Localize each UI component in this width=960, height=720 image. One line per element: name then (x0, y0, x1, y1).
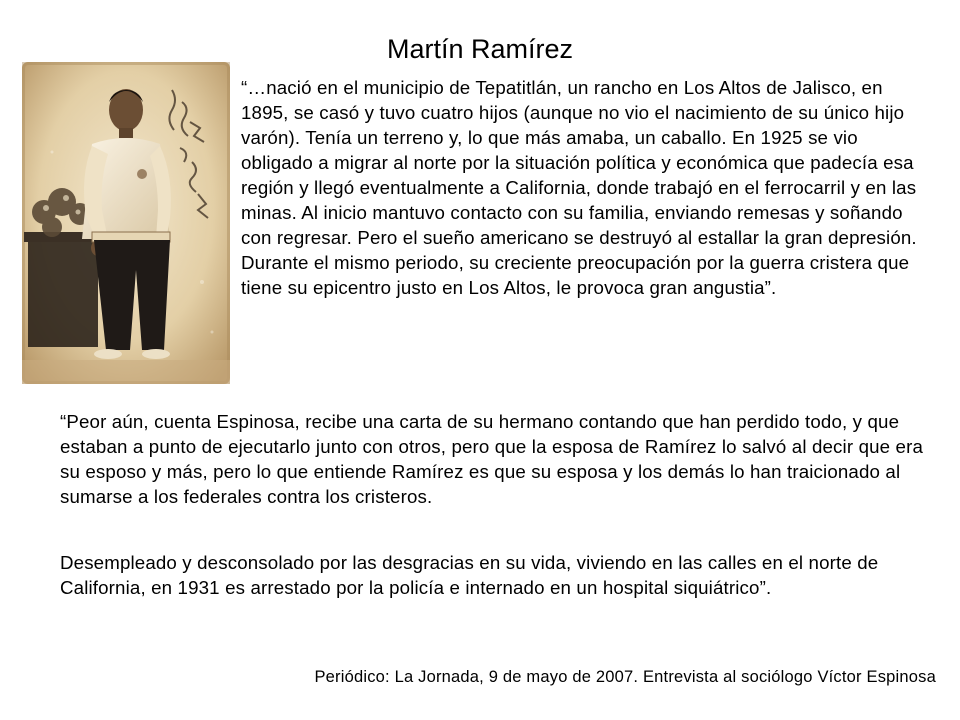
quote-paragraph-1: “…nació en el municipio de Tepatitlán, un rancho en Los Altos de Jalisco, en 1895, se casó y tuvo cuatro hijos (aunque no vio el nacimiento de su único hijo varón). Tenía un terreno y, lo que más amaba, un caballo. En 1925 se vio obligado a migrar al norte por la situación política y económica que padecía esa región y llegó eventualmente a California, donde trabajó en el ferrocarril y en las minas. Al inicio mantuvo contacto con su familia, enviando remesas y soñando con regresar. Pero el sueño americano se destruyó al estallar la gran depresión. Durante el mismo periodo, su creciente preocupación por la guerra cristera que tiene su epicentro justo en Los Altos, le provoca gran angustia”. (241, 77, 917, 298)
quote-paragraph-3: Desempleado y desconsolado por las desgracias en su vida, viviendo en las calles en el norte de California, en 1931 es arrestado por la policía e internado en un hospital siquiátrico”. (60, 552, 879, 598)
page-title: Martín Ramírez (386, 34, 574, 64)
portrait-photo (22, 62, 230, 384)
portrait-photo-icon (22, 62, 230, 384)
quote-paragraph-2: “Peor aún, cuenta Espinosa, recibe una carta de su hermano contando que han perdido todo, y que estaban a punto de ejecutarlo junto con otros, pero que la esposa de Ramírez lo salvó al decir que era su esposo y más, pero lo que entiende Ramírez es que su esposa y los demás lo han traicionado al sumarse a los federales contra los cristeros. (60, 411, 923, 507)
source-citation: Periódico: La Jornada, 9 de mayo de 2007. Entrevista al sociólogo Víctor Espinosa (314, 668, 936, 686)
